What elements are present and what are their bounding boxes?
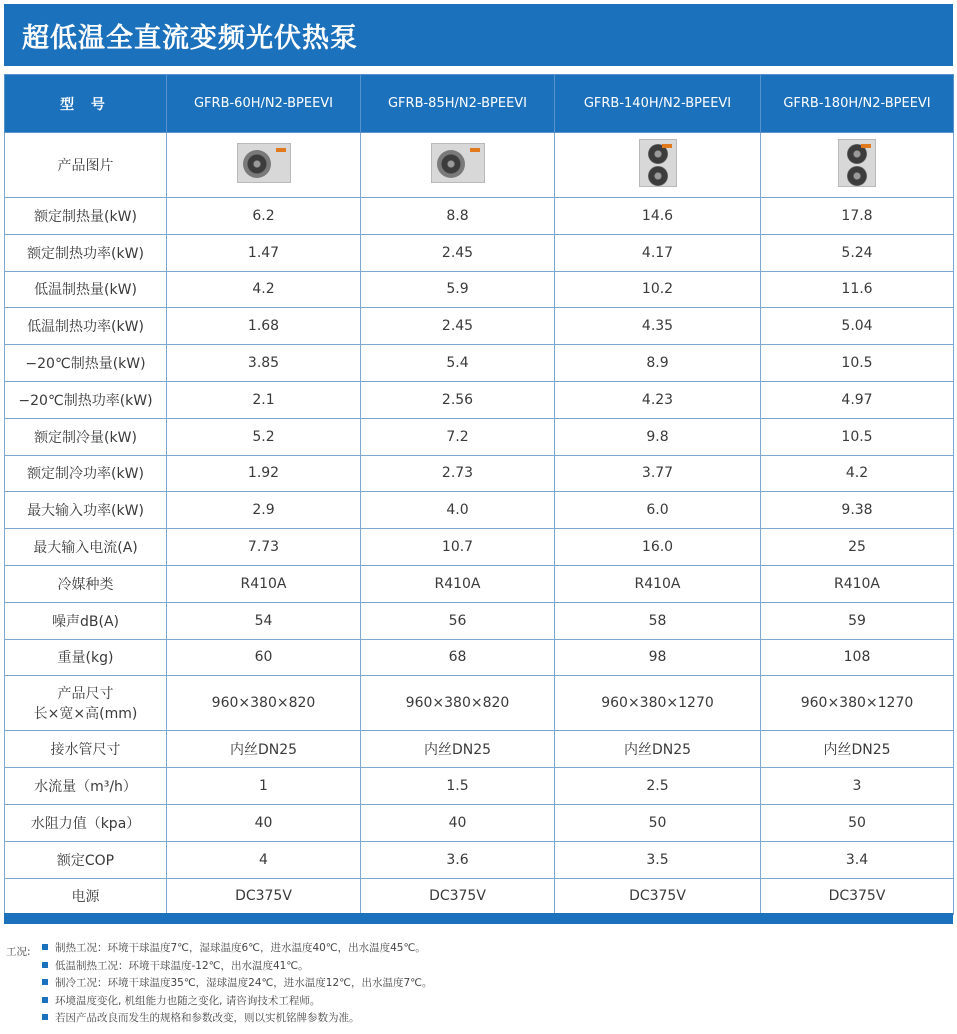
table-cell: 1.47 [167, 234, 361, 271]
table-cell: R410A [167, 565, 361, 602]
table-row [5, 308, 954, 345]
table-cell: 59 [761, 602, 954, 639]
table-cell: 2.5 [555, 768, 761, 805]
heat-pump-unit-image [237, 143, 291, 183]
table-cell: 40 [167, 804, 361, 841]
table-cell: DC375V [761, 878, 954, 915]
model-header: GFRB-85H/N2-BPEEVI [361, 75, 555, 133]
table-cell: 2.9 [167, 492, 361, 529]
table-cell: R410A [761, 565, 954, 602]
table-cell: 9.8 [555, 418, 761, 455]
note-item [42, 1010, 432, 1028]
note-item [42, 940, 432, 958]
table-row [5, 878, 954, 915]
table-cell: 68 [361, 639, 555, 676]
table-cell: 50 [761, 804, 954, 841]
row-label: 额定制冷量(kW) [5, 418, 167, 455]
table-cell: 8.8 [361, 198, 555, 235]
table-cell: 4.23 [555, 381, 761, 418]
table-cell: 2.1 [167, 381, 361, 418]
table-row [5, 455, 954, 492]
table-row [5, 381, 954, 418]
table-cell: 11.6 [761, 271, 954, 308]
table-cell: 内丝DN25 [761, 731, 954, 768]
table-cell: 4.2 [167, 271, 361, 308]
table-cell: R410A [361, 565, 555, 602]
table-cell: 4.17 [555, 234, 761, 271]
table-cell: 5.24 [761, 234, 954, 271]
table-cell: 1.5 [361, 768, 555, 805]
table-cell: 4.97 [761, 381, 954, 418]
table-cell: 2.73 [361, 455, 555, 492]
model-header: GFRB-60H/N2-BPEEVI [167, 75, 361, 133]
spec-table [4, 74, 954, 915]
product-image-cell [761, 133, 954, 198]
table-cell: 5.4 [361, 345, 555, 382]
table-cell: 1.92 [167, 455, 361, 492]
product-image-cell [555, 133, 761, 198]
table-cell: 54 [167, 602, 361, 639]
header-corner: 型 号 [5, 75, 167, 133]
bullet-square-icon [42, 979, 48, 985]
row-label-line: 长×宽×高(mm) [33, 706, 138, 723]
product-image-cell [361, 133, 555, 198]
table-cell: 2.56 [361, 381, 555, 418]
row-label-line: 产品尺寸 [57, 686, 114, 703]
row-label: 额定制热量(kW) [5, 198, 167, 235]
table-row [5, 234, 954, 271]
row-label: 额定制热功率(kW) [5, 234, 167, 271]
row-label: 重量(kg) [5, 639, 167, 676]
model-header: GFRB-180H/N2-BPEEVI [761, 75, 954, 133]
row-label: 最大输入电流(A) [5, 529, 167, 566]
heat-pump-unit-image [431, 143, 485, 183]
note-item [42, 993, 432, 1011]
table-cell: 10.5 [761, 418, 954, 455]
table-cell: 10.7 [361, 529, 555, 566]
table-cell: DC375V [167, 878, 361, 915]
row-label: 冷媒种类 [5, 565, 167, 602]
table-cell: 内丝DN25 [167, 731, 361, 768]
row-label: 额定COP [5, 841, 167, 878]
table-cell: 3 [761, 768, 954, 805]
table-cell: 8.9 [555, 345, 761, 382]
table-cell: 10.2 [555, 271, 761, 308]
table-row [5, 271, 954, 308]
table-cell: 5.2 [167, 418, 361, 455]
note-text: 制冷工况：环境干球温度35℃，湿球温度24℃，进水温度12℃，出水温度7℃。 [55, 977, 433, 990]
table-cell: 56 [361, 602, 555, 639]
table-cell: 3.4 [761, 841, 954, 878]
table-cell: 960×380×820 [361, 676, 555, 731]
table-row [5, 602, 954, 639]
row-label: 噪声dB(A) [5, 602, 167, 639]
table-cell: 14.6 [555, 198, 761, 235]
notes-list [42, 940, 432, 1028]
table-cell: 4.0 [361, 492, 555, 529]
page-title: 超低温全直流变频光伏热泵 [22, 23, 358, 54]
table-row [5, 639, 954, 676]
row-label: −20℃制热量(kW) [5, 345, 167, 382]
note-text: 制热工况：环境干球温度7℃，湿球温度6℃，进水温度40℃，出水温度45℃。 [55, 942, 426, 954]
table-row [5, 565, 954, 602]
table-row [5, 676, 954, 731]
bullet-square-icon [42, 997, 48, 1003]
table-cell: R410A [555, 565, 761, 602]
row-label: 水阻力值（kpa） [5, 804, 167, 841]
bullet-square-icon [42, 1014, 48, 1020]
table-cell: 58 [555, 602, 761, 639]
table-cell: 3.5 [555, 841, 761, 878]
table-cell: 3.85 [167, 345, 361, 382]
table-cell: 6.0 [555, 492, 761, 529]
bullet-square-icon [42, 944, 48, 950]
row-label: 水流量（m³/h） [5, 768, 167, 805]
notes-label: 工况: [6, 946, 31, 958]
table-cell: 40 [361, 804, 555, 841]
table-cell: 50 [555, 804, 761, 841]
table-cell: 内丝DN25 [361, 731, 555, 768]
note-item [42, 958, 432, 976]
table-cell: 6.2 [167, 198, 361, 235]
table-cell: DC375V [361, 878, 555, 915]
title-bar [4, 4, 953, 66]
row-label: −20℃制热功率(kW) [5, 381, 167, 418]
table-row [5, 768, 954, 805]
table-row [5, 529, 954, 566]
bullet-square-icon [42, 962, 48, 968]
note-item [42, 975, 432, 993]
table-cell: DC375V [555, 878, 761, 915]
row-label: 接水管尺寸 [5, 731, 167, 768]
table-cell: 4.35 [555, 308, 761, 345]
row-label: 低温制热功率(kW) [5, 308, 167, 345]
table-cell: 3.77 [555, 455, 761, 492]
table-cell: 5.9 [361, 271, 555, 308]
header-row [5, 75, 954, 133]
table-cell: 1.68 [167, 308, 361, 345]
note-text: 低温制热工况：环境干球温度-12℃，出水温度41℃。 [55, 959, 309, 972]
product-image-cell [167, 133, 361, 198]
table-cell: 25 [761, 529, 954, 566]
table-cell: 9.38 [761, 492, 954, 529]
table-cell: 98 [555, 639, 761, 676]
table-row [5, 418, 954, 455]
table-row [5, 841, 954, 878]
row-label: 电源 [5, 878, 167, 915]
table-cell: 960×380×1270 [761, 676, 954, 731]
table-cell: 960×380×1270 [555, 676, 761, 731]
image-row [5, 133, 954, 198]
table-row [5, 198, 954, 235]
table-cell: 7.2 [361, 418, 555, 455]
table-cell: 10.5 [761, 345, 954, 382]
table-cell: 7.73 [167, 529, 361, 566]
table-cell: 4 [167, 841, 361, 878]
heat-pump-unit-image [639, 139, 677, 187]
table-cell: 60 [167, 639, 361, 676]
table-cell: 960×380×820 [167, 676, 361, 731]
note-text: 环境温度变化, 机组能力也随之变化, 请咨询技术工程师。 [55, 994, 321, 1007]
table-row [5, 731, 954, 768]
table-row [5, 804, 954, 841]
table-cell: 4.2 [761, 455, 954, 492]
table-cell: 2.45 [361, 308, 555, 345]
row-label: 低温制热量(kW) [5, 271, 167, 308]
table-cell: 16.0 [555, 529, 761, 566]
row-label: 额定制冷功率(kW) [5, 455, 167, 492]
table-cell: 3.6 [361, 841, 555, 878]
table-cell: 108 [761, 639, 954, 676]
table-row [5, 492, 954, 529]
row-label: 最大输入功率(kW) [5, 492, 167, 529]
row-label: 产品图片 [5, 133, 167, 198]
heat-pump-unit-image [838, 139, 876, 187]
table-row [5, 345, 954, 382]
table-cell: 5.04 [761, 308, 954, 345]
model-header: GFRB-140H/N2-BPEEVI [555, 75, 761, 133]
row-label [5, 676, 167, 731]
table-cell: 17.8 [761, 198, 954, 235]
table-cell: 1 [167, 768, 361, 805]
table-cell: 内丝DN25 [555, 731, 761, 768]
table-cell: 2.45 [361, 234, 555, 271]
table-footer-bar [4, 913, 953, 924]
note-text: 若因产品改良而发生的规格和参数改变，则以实机铭牌参数为准。 [55, 1012, 360, 1025]
